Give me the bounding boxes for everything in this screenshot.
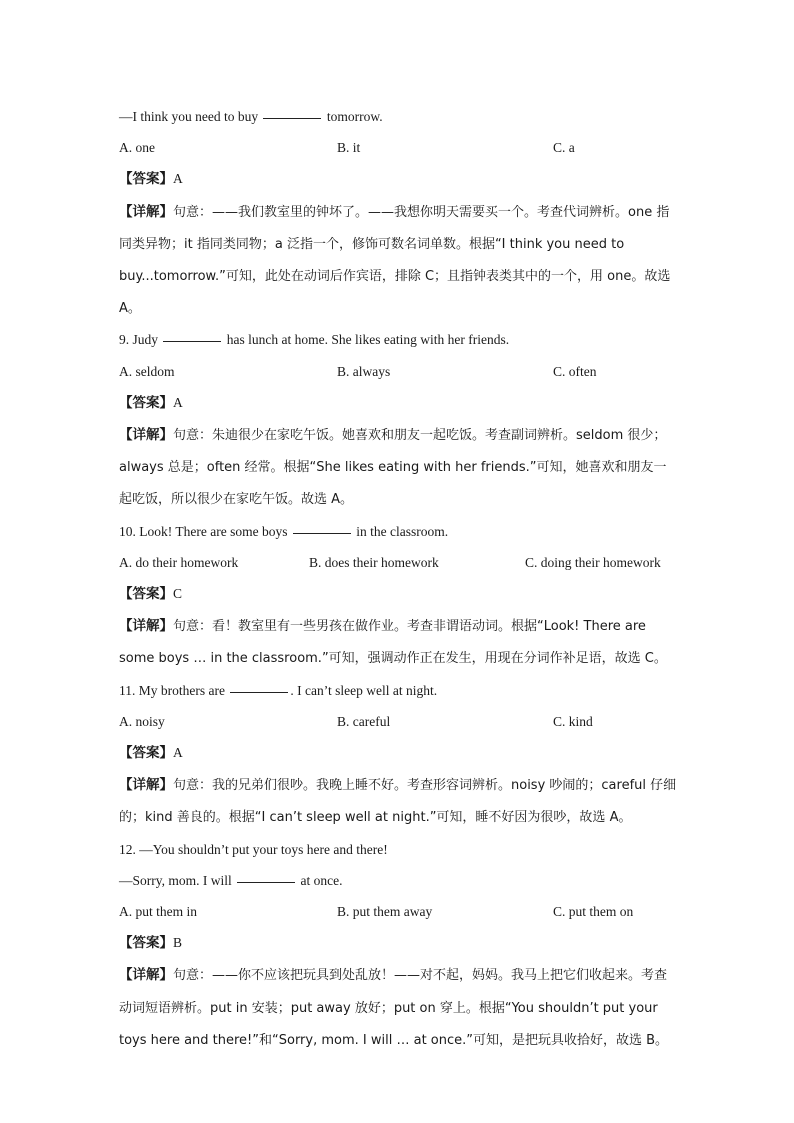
option-a: A. one xyxy=(119,140,155,156)
question-stem: 11. My brothers are . I can’t sleep well at night. xyxy=(119,682,438,698)
options-row xyxy=(119,547,679,578)
answer-line xyxy=(119,927,679,959)
detail-text: 句意：我的兄弟们很吵。我晚上睡不好。考查形容词辨析。noisy 吵闹的；careful 仔细的；kind 善良的。根据“I can’t sleep well at night.”可知，睡不好因为很吵，故选 A。 xyxy=(119,778,677,826)
answer-blank xyxy=(230,691,288,693)
answer-value: A xyxy=(173,171,183,187)
option-c: C. a xyxy=(553,140,575,156)
answer-value: A xyxy=(173,394,183,410)
option-b: B. it xyxy=(337,140,361,156)
detail-paragraph xyxy=(119,959,679,1056)
detail-text: 句意：朱迪很少在家吃午饭。她喜欢和朋友一起吃饭。考查副词辨析。seldom 很少；always 总是；often 经常。根据“She likes eating with her friends.”可知，她喜欢和朋友一起吃饭，所以很少在家吃午饭。故选 A。 xyxy=(119,428,667,508)
detail-text: 句意：——我们教室里的钟坏了。——我想你明天需要买一个。考查代词辨析。one 指同类异物；it 指同类同物；a 泛指一个，修饰可数名词单数。根据“I think you need to buy...tomorrow.”可知，此处在动词后作宾语，排除 C；且指钟表类其中的一个，用 one。故选 A。 xyxy=(119,204,671,317)
option-c: C. put them on xyxy=(553,904,634,920)
answer-value: C xyxy=(173,586,183,602)
detail-paragraph xyxy=(119,769,679,833)
answer-line xyxy=(119,737,679,769)
detail-tag: 【详解】 xyxy=(119,427,173,444)
answer-line xyxy=(119,387,679,419)
answer-blank xyxy=(237,881,295,883)
option-c: C. often xyxy=(553,363,597,379)
answer-tag: 【答案】 xyxy=(119,935,173,952)
answer-blank xyxy=(163,340,221,342)
answer-tag: 【答案】 xyxy=(119,586,173,603)
option-a: A. put them in xyxy=(119,904,197,920)
option-c: C. kind xyxy=(553,713,593,729)
detail-paragraph xyxy=(119,196,679,325)
question-stem: 9. Judy has lunch at home. She likes eating with her friends. xyxy=(119,332,510,348)
answer-line xyxy=(119,163,679,195)
question-stem: 10. Look! There are some boys in the classroom. xyxy=(119,523,449,539)
exam-content xyxy=(119,101,679,1056)
detail-tag: 【详解】 xyxy=(119,777,173,794)
question-stem: —I think you need to buy tomorrow. xyxy=(119,109,383,124)
answer-tag: 【答案】 xyxy=(119,171,173,188)
option-a: A. noisy xyxy=(119,713,165,729)
option-b: B. does their homework xyxy=(309,554,439,570)
question-reply: —Sorry, mom. I will at once. xyxy=(119,872,343,888)
detail-tag: 【详解】 xyxy=(119,203,173,220)
option-b: B. put them away xyxy=(337,904,433,920)
answer-tag: 【答案】 xyxy=(119,745,173,762)
option-a: A. seldom xyxy=(119,363,175,379)
detail-tag: 【详解】 xyxy=(119,618,173,635)
answer-value: A xyxy=(173,745,183,761)
options-row xyxy=(119,356,679,387)
detail-tag: 【详解】 xyxy=(119,967,173,984)
options-row xyxy=(119,896,679,927)
answer-line xyxy=(119,578,679,610)
detail-paragraph xyxy=(119,419,679,516)
options-row xyxy=(119,706,679,737)
option-c: C. doing their homework xyxy=(525,554,661,570)
answer-blank xyxy=(263,117,321,119)
question-stem: 12. —You shouldn’t put your toys here and there! xyxy=(119,841,388,857)
answer-value: B xyxy=(173,935,183,951)
option-b: B. careful xyxy=(337,713,391,729)
detail-paragraph xyxy=(119,610,679,674)
answer-blank xyxy=(293,532,351,534)
options-row xyxy=(119,132,679,163)
option-a: A. do their homework xyxy=(119,554,239,570)
answer-tag: 【答案】 xyxy=(119,394,173,411)
detail-text: 句意：看！教室里有一些男孩在做作业。考查非谓语动词。根据“Look! There are some boys … in the classroom.”可知，强调动作正在发生，用现在分词作补足语，故选 C。 xyxy=(119,619,667,667)
detail-text: 句意：——你不应该把玩具到处乱放！——对不起，妈妈。我马上把它们收起来。考查动词短语辨析。put in 安装；put away 放好；put on 穿上。根据“You shouldn’t put your toys here and there!”和“Sorry, mom. I will … at once.”可知，是把玩具收拾好，故选 B。 xyxy=(119,968,669,1048)
option-b: B. always xyxy=(337,363,391,379)
